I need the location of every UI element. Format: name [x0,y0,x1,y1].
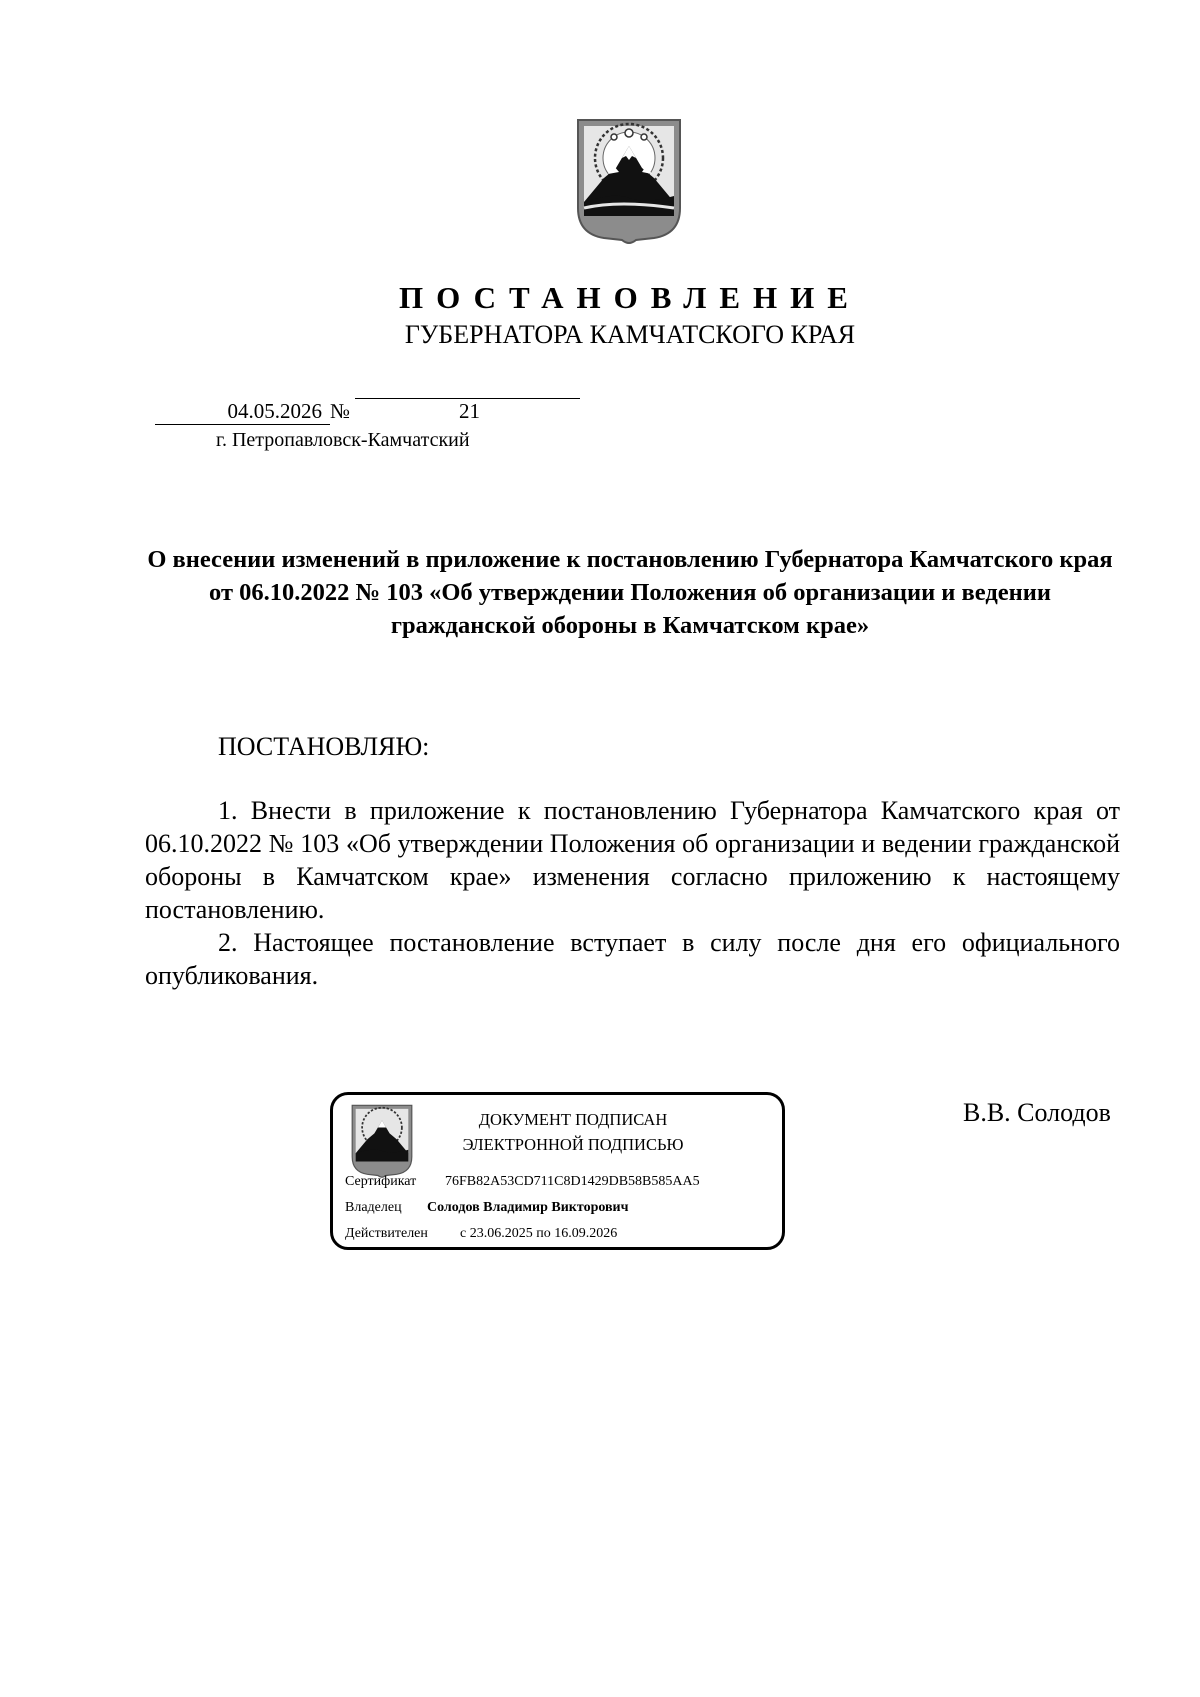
certificate-label: Сертификат [345,1174,417,1189]
electronic-signature-stamp [330,1092,785,1250]
document-title: О внесении изменений в приложение к постановлению Губернатора Камчатского края от 06.10.2022 № 103 «Об утверждении Положения об организации и ведении гражданской обороны в Камчатском крае» [147,546,1113,639]
stamp-heading-line2: ЭЛЕКТРОННОЙ ПОДПИСЬЮ [462,1135,684,1154]
document-number-field [355,398,580,423]
document-body [145,794,1120,992]
document-issuer: ГУБЕРНАТОРА КАМЧАТСКОГО КРАЯ [404,320,856,349]
stamp-validity-row [345,1226,618,1242]
stamp-heading-line1: ДОКУМЕНТ ПОДПИСАН [478,1110,668,1129]
validity-label: Действителен [345,1226,428,1241]
document-city: г. Петропавловск-Камчатский [216,429,470,451]
document-date: 04.05.2026 [155,398,330,425]
coat-of-arms-icon [574,116,684,246]
paragraph-1: 1. Внести в приложение к постановлению Губернатора Камчатского края от 06.10.2022 № 103 «Об утверждении Положения об организации и ведении гражданской обороны в Камчатском крае» изменения согласно приложению к настоящему постановлению. [145,796,1120,924]
certificate-value: 76FB82A53CD711C8D1429DB58B585AA5 [445,1174,700,1189]
document-number: 21 [459,399,480,423]
decree-word: ПОСТАНОВЛЯЮ: [218,732,430,761]
document-type: ПОСТАНОВЛЕНИЕ [399,280,861,315]
owner-label: Владелец [345,1200,402,1215]
stamp-owner-row [345,1200,629,1216]
stamp-heading [433,1107,713,1157]
signer-name: В.В. Солодов [963,1098,1111,1127]
stamp-certificate-row [345,1174,700,1190]
stamp-coat-of-arms-icon [348,1103,416,1179]
validity-value: с 23.06.2025 по 16.09.2026 [460,1226,618,1241]
number-sign: № [330,399,351,423]
owner-value: Солодов Владимир Викторович [427,1200,629,1215]
paragraph-2: 2. Настоящее постановление вступает в силу после дня его официального опубликования. [145,928,1120,990]
